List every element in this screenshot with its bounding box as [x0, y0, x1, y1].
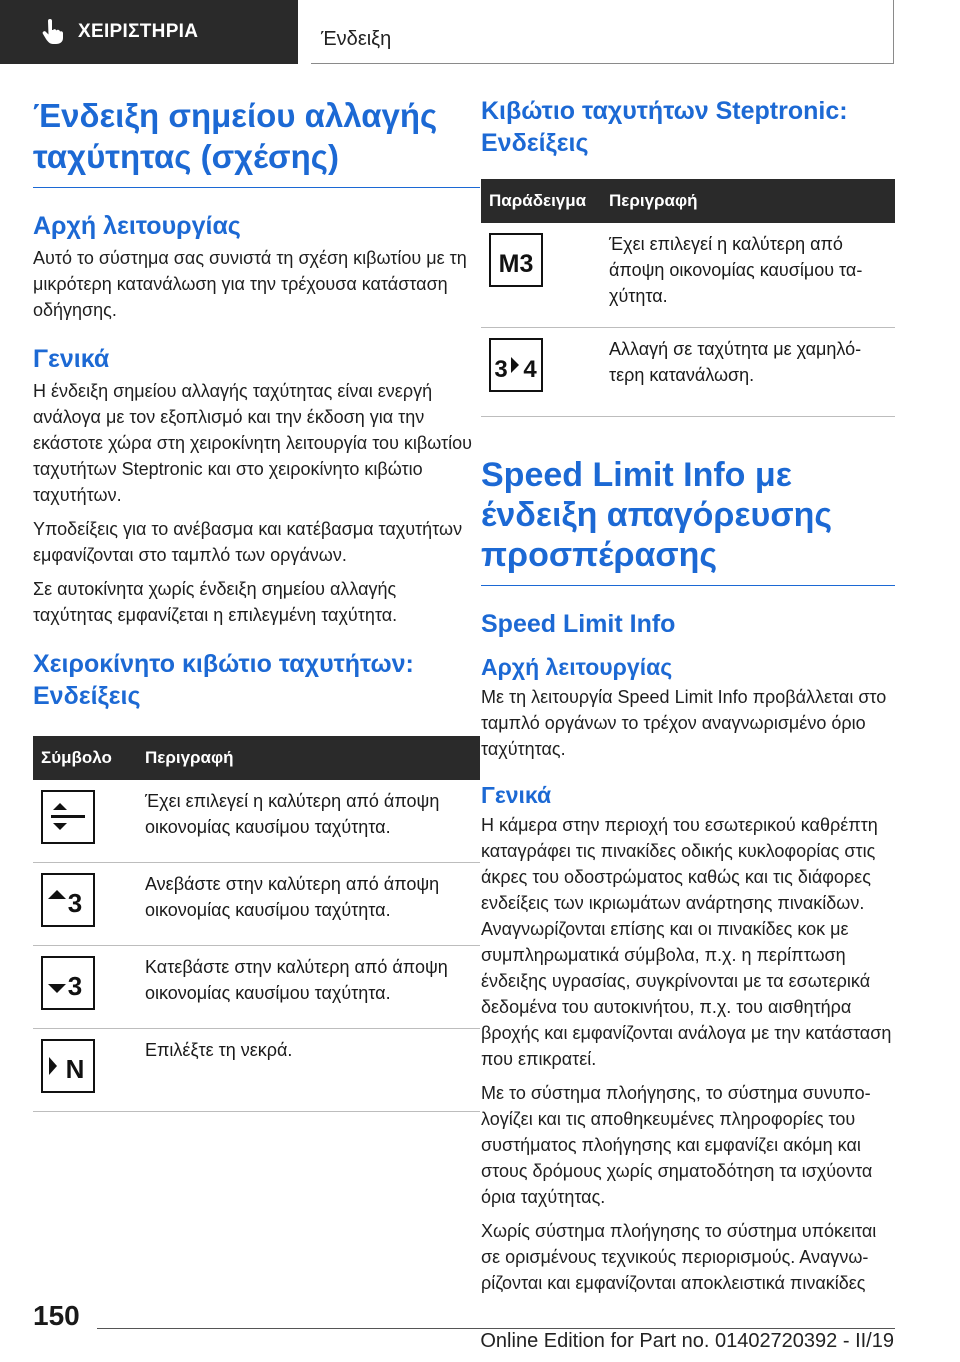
neutral-n-icon — [41, 1039, 95, 1093]
col-description: Περιγραφή — [601, 179, 895, 223]
updown-bars-icon — [41, 790, 95, 844]
steptronic-table — [481, 179, 895, 417]
chapter-tab[interactable] — [0, 0, 298, 64]
right-column — [481, 95, 895, 1296]
footer-divider — [97, 1328, 895, 1329]
col-description: Περιγραφή — [137, 736, 480, 780]
row-description: Επιλέξτε τη νεκρά. — [137, 1029, 480, 1112]
m3-icon — [489, 233, 543, 287]
chapter-title: ΧΕΙΡΙΣΤΗΡΙΑ — [78, 21, 199, 42]
table-row — [33, 780, 480, 863]
col-example: Παράδειγμα — [481, 179, 601, 223]
general-paragraph-3: Σε αυτοκίνητα χωρίς ένδειξη σημείου αλλαγής ταχύτητας εμφανίζεται η επιλεγμένη ταχύτητα. — [33, 579, 398, 625]
row-description: Κατεβάστε στην καλύτερη από άποψη οικονομίας καυσίμου ταχύτητα. — [137, 946, 480, 1029]
general-heading: Γενικά — [33, 345, 110, 373]
sli-principle-heading: Αρχή λειτουργίας — [481, 654, 673, 680]
row-description: Ανεβάστε στην καλύτερη από άποψη οικονομίας καυσίμου ταχύτητα. — [137, 863, 480, 946]
table-row — [33, 863, 480, 946]
manual-symbols-table — [33, 736, 480, 1112]
speed-limit-info-title: Speed Limit Info με ένδειξη απαγόρευσης προσπέρασης — [481, 455, 895, 586]
principle-heading: Αρχή λειτουργίας — [33, 212, 241, 240]
neutral-gear-label: N — [65, 1054, 85, 1083]
downshift-gear-label: 3 — [67, 971, 83, 1000]
speed-limit-info-heading: Speed Limit Info — [481, 610, 676, 638]
row-description: Αλλαγή σε ταχύτητα με χαμηλότερη κατανάλωση. — [601, 328, 895, 417]
shift-to-label: 4 — [523, 356, 537, 382]
pointing-hand-icon — [40, 19, 64, 45]
upshift-3-icon — [41, 873, 95, 927]
section-title: Ένδειξη — [321, 28, 392, 50]
row-description: Έχει επιλεγεί η καλύτερη από άποψη οικονομίας καυσίμου ταχύτητα. — [137, 780, 480, 863]
sli-general-paragraph-2: Με το σύστημα πλοήγησης, το σύστημα συνυπολογίζει και τις αποθηκευμένες πληροφορίες του συστήματος πλοήγησης και εμφανίζει ακόμη και στους δρόμους χωρίς σηματοδότηση τα ισχύοντα όρια ταχύτητας. — [481, 1083, 873, 1207]
general-paragraph-1: Η ένδειξη σημείου αλλαγής ταχύτητας είναι ενεργή ανάλογα με τον εξοπλισμό και την έκδοση για την εκάστοτε χώρα στη χειροκίνητη λειτουργία του κιβωτίου ταχυτήτων Steptronic και στο χειροκίνητο κιβώτιο ταχυτήτων. — [33, 381, 473, 505]
upshift-gear-label: 3 — [67, 888, 83, 917]
sli-principle-text: Με τη λειτουργία Speed Limit Info προβάλλεται στο ταμπλό οργάνων το τρέχον αναγνωρισμένο όριο ταχύτητας. — [481, 687, 887, 759]
table-row — [481, 223, 895, 328]
gear-shift-indicator-title: Ένδειξη σημείου αλλαγής ταχύτητας (σχέσης) — [33, 95, 480, 188]
shift-from-label: 3 — [494, 356, 508, 382]
table-row — [481, 328, 895, 417]
principle-text: Αυτό το σύστημα σας συνιστά τη σχέση κιβωτίου με τη μικρότερη κατανάλωση για την τρέχουσα κατάσταση οδήγησης. — [33, 248, 467, 320]
table-row — [33, 1029, 480, 1112]
edition-info: Online Edition for Part no. 01402720392 - II/19 — [480, 1330, 894, 1352]
sli-general-paragraph-1: Η κάμερα στην περιοχή του εσωτερικού καθρέπτη καταγράφει τις πινακίδες οδικής κυκλοφορίας στις άκρες του οδοστρώματος καθώς και τις διάφορες ενδείξεις των ικριωμάτων ανάρτησης πινακίδων. Αναγνωρίζονται επίσης και οι πινακίδες κοκ με συμπληρωματικά σύμβολα, π.χ. η περίπτωση ένδειξης υγρασίας, συγκρίνονται με τα εσωτερικά δεδομένα του αυτοκινήτου, π.χ. του αισθητήρα βροχής και εμφανίζονται ανάλογα με την κατάσταση που επικρατεί. — [481, 815, 892, 1069]
page-number: 150 — [33, 1300, 80, 1331]
left-column — [33, 95, 480, 1112]
section-tab — [311, 0, 894, 64]
page-header — [0, 0, 960, 66]
steptronic-heading: Κιβώτιο ταχυτήτων Steptronic: Ενδείξεις — [481, 97, 848, 157]
manual-gearbox-heading: Χειροκίνητο κιβώτιο ταχυτήτων: Ενδείξεις — [33, 650, 414, 710]
shift-3-to-4-icon — [489, 338, 543, 392]
general-paragraph-2: Υποδείξεις για το ανέβασμα και κατέβασμα ταχυτήτων εμφανίζονται στο ταμπλό των οργάνων. — [33, 519, 463, 565]
col-symbol: Σύμβολο — [33, 736, 137, 780]
row-description: Έχει επιλεγεί η καλύτερη από άποψη οικονομίας καυσίμου ταχύτητα. — [601, 223, 895, 328]
sli-general-paragraph-3: Χωρίς σύστημα πλοήγησης το σύστημα υπόκειται σε ορισμένους τεχνικούς περιορισμούς. Αναγνωρίζονται και εμφανίζονται αποκλειστικά πινακίδες — [481, 1221, 877, 1293]
table-row — [33, 946, 480, 1029]
downshift-3-icon — [41, 956, 95, 1010]
sli-general-heading: Γενικά — [481, 782, 552, 808]
m3-label: M3 — [498, 250, 534, 277]
